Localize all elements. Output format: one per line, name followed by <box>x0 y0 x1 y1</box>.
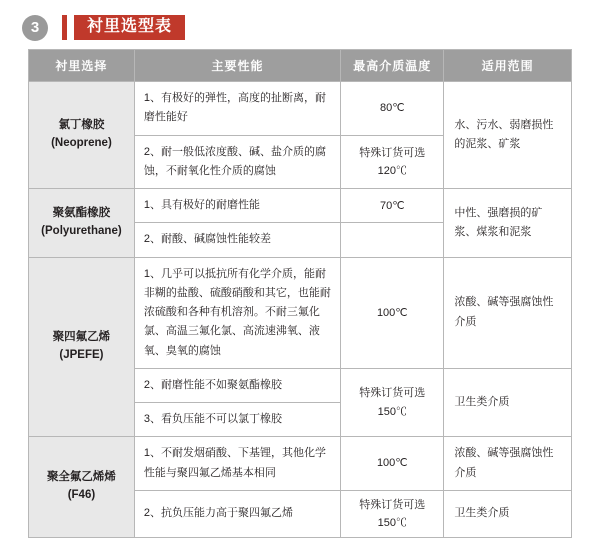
cell-temperature: 80℃ <box>341 82 444 136</box>
column-header-performance: 主要性能 <box>134 50 340 82</box>
table-header-row <box>29 50 572 82</box>
cell-scope: 水、污水、弱磨损性的泥浆、矿浆 <box>444 82 572 189</box>
cell-temperature: 100℃ <box>341 437 444 491</box>
cell-temperature: 100℃ <box>341 257 444 368</box>
cell-scope: 中性、强磨损的矿浆、煤浆和泥浆 <box>444 189 572 258</box>
cell-performance: 3、看负压能不可以氯丁橡胶 <box>134 403 340 437</box>
table-row <box>29 257 572 368</box>
cell-performance: 2、抗负压能力高于聚四氟乙烯 <box>134 490 340 537</box>
cell-scope: 卫生类介质 <box>444 490 572 537</box>
cell-scope: 卫生类介质 <box>444 368 572 437</box>
cell-lining: 聚全氟乙烯烯 (F46) <box>29 437 135 538</box>
table-row <box>29 82 572 136</box>
cell-lining: 聚四氟乙烯 (JPEFE) <box>29 257 135 437</box>
cell-temperature: 特殊订货可选150℃ <box>341 490 444 537</box>
cell-scope: 浓酸、碱等强腐蚀性介质 <box>444 437 572 491</box>
column-header-lining: 衬里选择 <box>29 50 135 82</box>
cell-performance: 1、不耐发烟硝酸、下基锂，其他化学性能与聚四氟乙烯基本相同 <box>134 437 340 491</box>
page-title: 衬里选型表 <box>74 15 185 40</box>
cell-temperature: 70℃ <box>341 189 444 223</box>
lining-selection-table <box>28 49 572 538</box>
cell-lining: 氯丁橡胶 (Neoprene) <box>29 82 135 189</box>
cell-temperature <box>341 223 444 257</box>
column-header-max-temperature: 最高介质温度 <box>341 50 444 82</box>
section-number-badge: 3 <box>22 15 48 41</box>
table-body <box>29 82 572 538</box>
cell-performance: 2、耐一般低浓度酸、碱、盐介质的腐蚀，不耐氧化性介质的腐蚀 <box>134 135 340 189</box>
cell-performance: 1、具有极好的耐磨性能 <box>134 189 340 223</box>
cell-performance: 2、耐酸、碱腐蚀性能较差 <box>134 223 340 257</box>
title-wrap <box>62 15 185 40</box>
page-header <box>0 0 600 44</box>
cell-lining: 聚氨酯橡胶 (Polyurethane) <box>29 189 135 258</box>
cell-scope: 浓酸、碱等强腐蚀性介质 <box>444 257 572 368</box>
cell-performance: 1、有极好的弹性，高度的扯断离，耐磨性能好 <box>134 82 340 136</box>
column-header-scope: 适用范围 <box>444 50 572 82</box>
table-area <box>0 44 600 538</box>
cell-temperature: 特殊订货可选150℃ <box>341 368 444 437</box>
cell-performance: 1、几乎可以抵抗所有化学介质，能耐非糊的盐酸、硫酸硝酸和其它，也能耐浓硫酸和各种有机溶剂。不耐三氟化氯、高温三氟化氯、高流速沸氧、液氧、臭氧的腐蚀 <box>134 257 340 368</box>
table-row <box>29 189 572 223</box>
table-row <box>29 437 572 491</box>
cell-temperature: 特殊订货可选120℃ <box>341 135 444 189</box>
title-accent-bar <box>62 15 67 40</box>
cell-performance: 2、耐磨性能不如聚氨酯橡胶 <box>134 368 340 402</box>
